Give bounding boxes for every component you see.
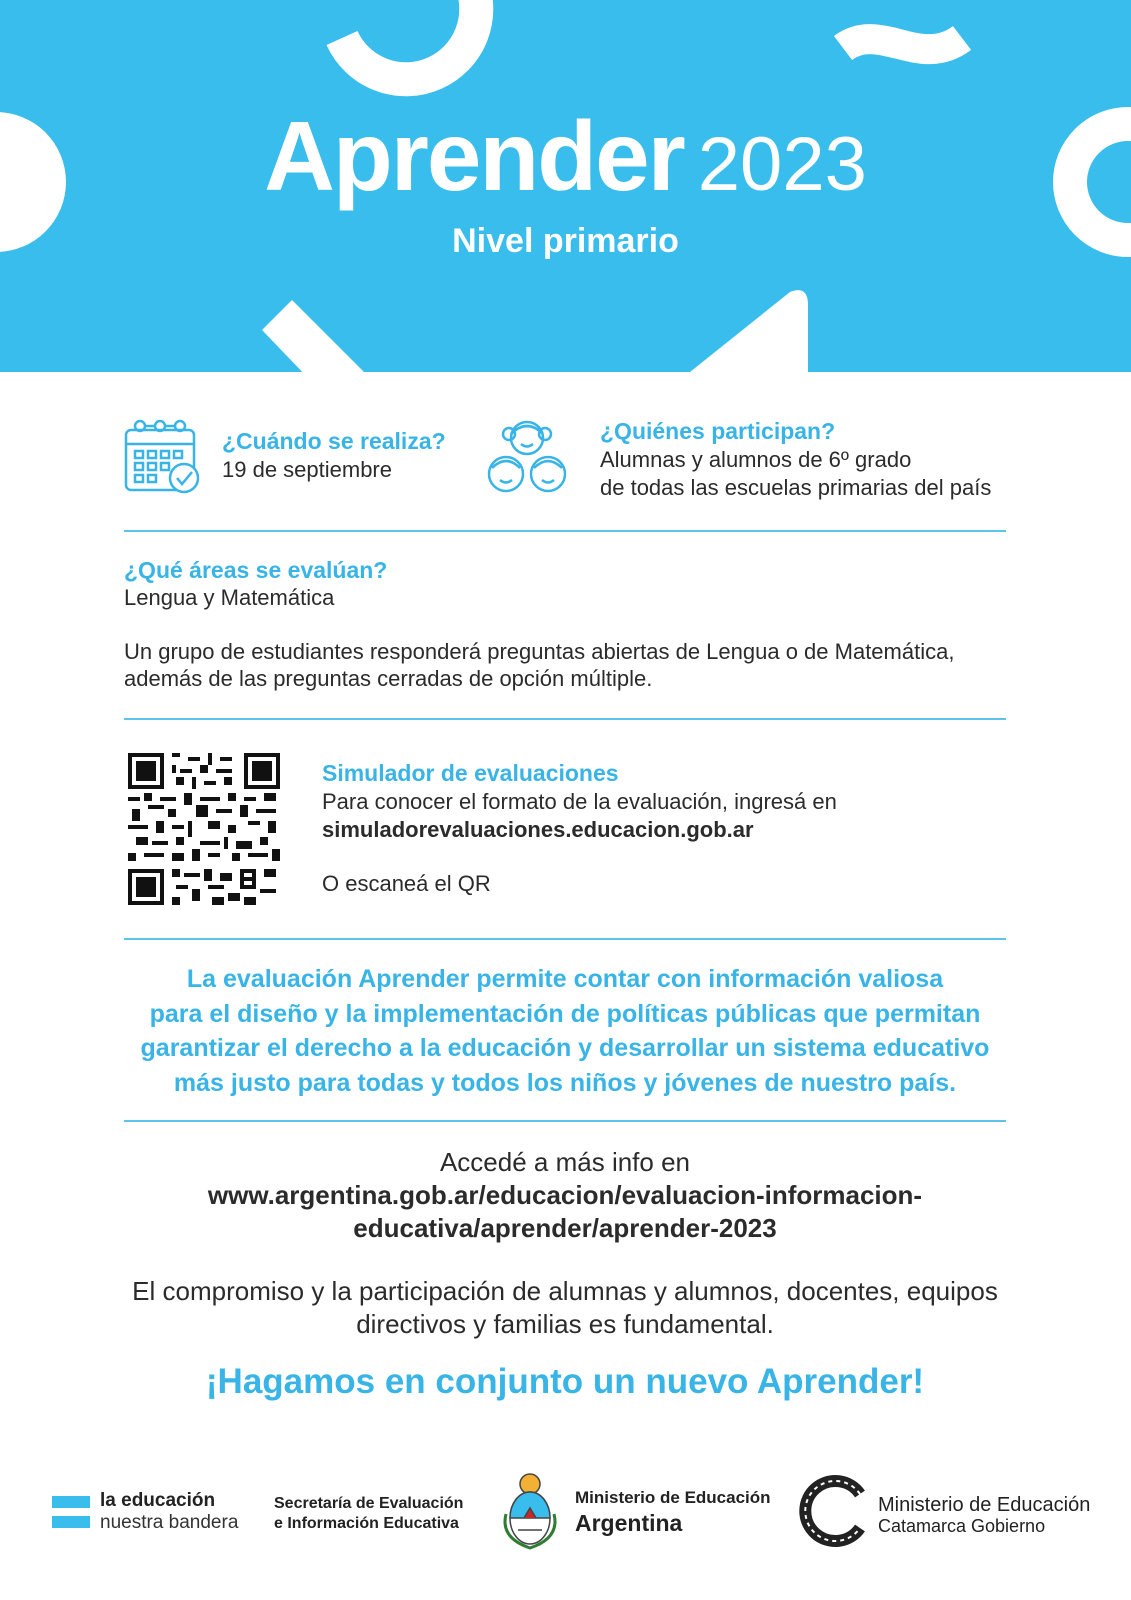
logo2-line1: Secretaría de Evaluación [274,1495,464,1512]
logo4-line1: Ministerio de Educación [878,1494,1091,1516]
header-banner [0,0,1131,372]
flag-stripe-icon [52,1496,90,1508]
areas-answer: Lengua y Matemática [124,585,335,610]
simulator-link[interactable]: simuladorevaluaciones.educacion.gob.ar [322,817,754,842]
when-answer: 19 de septiembre [222,457,392,482]
divider [124,938,1006,940]
commitment-line1: El compromiso y la participación de alumnas y alumnos, docentes, equipos [132,1276,998,1306]
divider [124,1120,1006,1122]
logo-secretaria [274,1494,463,1534]
more-info-label: Accedé a más info en [439,1147,691,1177]
mission-line2: para el diseño y la implementación de políticas públicas que permitan [149,999,981,1028]
argentina-coat-of-arms-icon [500,1468,560,1554]
who-line2: de todas las escuelas primarias del país [600,475,992,500]
logo-ministerio-argentina [575,1488,771,1537]
areas-note-line2: además de las preguntas cerradas de opción múltiple. [124,666,653,691]
simulator-text: Para conocer el formato de la evaluación, ingresá en [322,789,837,814]
flag-stripe-icon [52,1516,90,1528]
commitment-text [90,1275,1040,1341]
logo3-line2: Argentina [575,1510,683,1536]
logo4-line2: Catamarca Gobierno [878,1516,1046,1536]
who-question: ¿Quiénes participan? [600,418,836,444]
calendar-check-icon [124,418,202,494]
areas-note-line1: Un grupo de estudiantes responderá preguntas abiertas de Lengua o de Matemática, [124,639,955,664]
who-line1: Alumnas y alumnos de 6º grado [600,447,912,472]
mission-line1: La evaluación Aprender permite contar con información valiosa [186,965,944,993]
areas-question: ¿Qué áreas se evalúan? [124,557,388,583]
simulator-title: Simulador de evaluaciones [322,760,619,786]
divider [124,530,1006,532]
mission-line3: garantizar el derecho a la educación y desarrollar un sistema educativo [140,1034,990,1062]
qr-code[interactable] [128,753,280,905]
when-question: ¿Cuándo se realiza? [222,428,446,454]
commitment-line2: directivos y familias es fundamental. [356,1309,774,1339]
catamarca-logo-icon [796,1474,870,1548]
title-year: 2023 [697,122,867,207]
logo3-line1: Ministerio de Educación [575,1488,771,1507]
divider [124,718,1006,720]
logo1-line2: nuestra bandera [100,1512,239,1533]
mission-line4: más justo para todas y todos los niños y jóvenes de nuestro país. [173,1068,957,1097]
logo-ministerio-catamarca [878,1494,1090,1536]
more-info-url-line1[interactable]: www.argentina.gob.ar/educacion/evaluacion-informacion- [207,1180,923,1210]
page-subtitle: Nivel primario [452,222,679,260]
call-to-action: ¡Hagamos en conjunto un nuevo Aprender! [205,1362,925,1401]
title-main: Aprender [264,101,684,211]
logo2-line2: e Información Educativa [274,1515,459,1532]
mission-statement [100,962,1030,1100]
qr-instruction: O escaneá el QR [322,871,491,896]
logo1-line1: la educación [100,1490,216,1511]
children-faces-icon [484,416,570,498]
more-info-url-line2[interactable]: educativa/aprender/aprender-2023 [353,1213,777,1243]
more-info [90,1146,1040,1245]
page-title [0,100,1131,213]
